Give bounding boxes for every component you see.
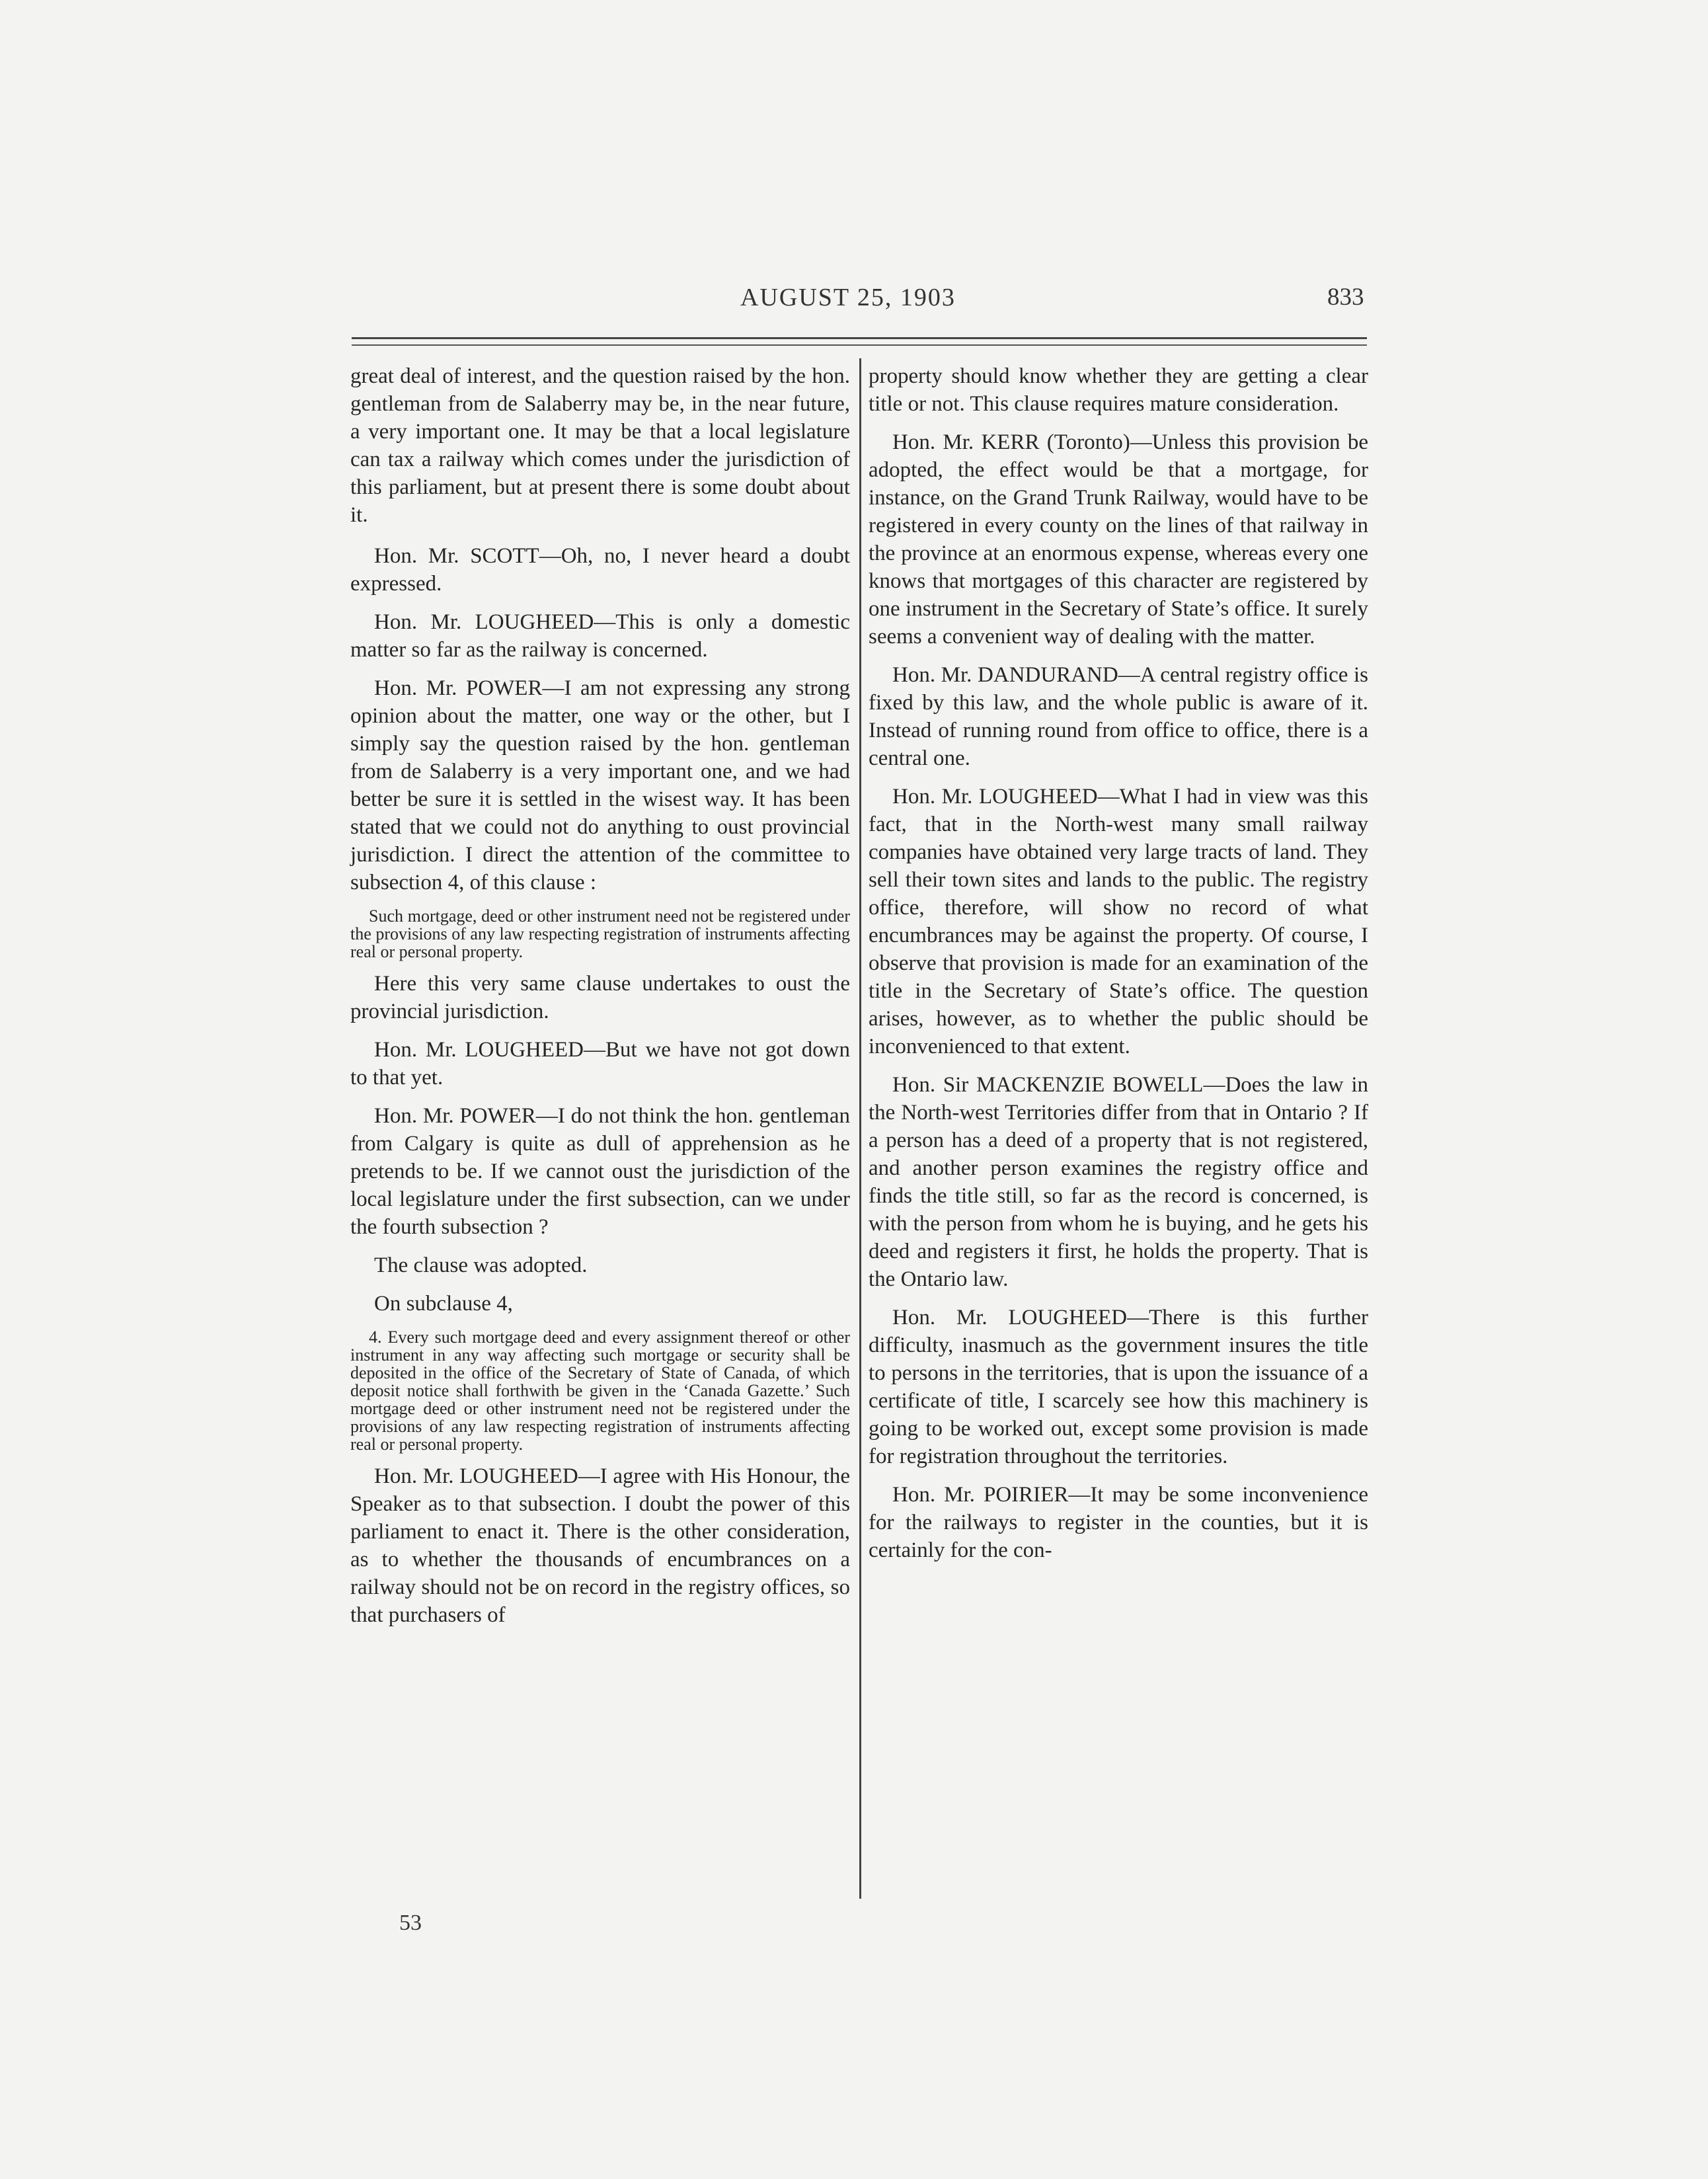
column-divider — [859, 358, 861, 1899]
paragraph: Hon. Mr. LOUGHEED—There is this further difficulty, inasmuch as the government insures the title to persons in the territories, that is upon the issuance of a certificate of title, I scarcely see how this machinery is going to be worked out, except some provision is made for registration throughout the territories. — [869, 1306, 1368, 1468]
left-column — [350, 362, 850, 1640]
right-column — [869, 362, 1368, 1575]
header-rule-top — [352, 337, 1367, 339]
paragraph: Hon. Mr. DANDURAND—A central registry office is fixed by this law, and the whole public is aware of it. Instead of running round from office to office, there is a central one. — [869, 663, 1368, 770]
paragraph: Hon. Mr. LOUGHEED—I agree with His Honour, the Speaker as to that subsection. I doubt the power of this parliament to enact it. There is the other consideration, as to whether the thousands of encumbrances on a railway should not be on record in the registry offices, so that purchasers of — [350, 1464, 850, 1627]
quoted-clause: Such mortgage, deed or other instrument need not be registered under the provisions of any law respecting registration of instruments affecting real or personal property. — [350, 906, 850, 961]
paragraph: Hon. Mr. SCOTT—Oh, no, I never heard a doubt expressed. — [350, 544, 850, 596]
paragraph: Hon. Mr. POWER—I am not expressing any strong opinion about the matter, one way or the other, but I simply say the question raised by the hon. gentleman from de Salaberry is a very important one, and we had better be sure it is settled in the wisest way. It has been stated that we could not do anything to oust provincial jurisdiction. I direct the attention of the committee to subsection 4, of this clause : — [350, 676, 850, 894]
paragraph: great deal of interest, and the question raised by the hon. gentleman from de Salaberry may be, in the near future, a very important one. It may be that a local legislature can tax a railway which comes under the jurisdiction of this parliament, but at present there is some doubt about it. — [350, 364, 850, 527]
header-rule-bottom — [352, 344, 1367, 346]
paragraph: Hon. Sir MACKENZIE BOWELL—Does the law in the North-west Territories differ from that in Ontario ? If a person has a deed of a property that is not registered, and another person examines the registry office and finds the title still, so far as the record is concerned, is with the person from whom he is buying, and he gets his deed and registers it first, he holds the property. That is the Ontario law. — [869, 1073, 1368, 1291]
paragraph: Hon. Mr. LOUGHEED—This is only a domestic matter so far as the railway is concerned. — [350, 610, 850, 662]
paragraph: property should know whether they are getting a clear title or not. This clause requires mature consideration. — [869, 364, 1368, 416]
paragraph: Hon. Mr. LOUGHEED—What I had in view was this fact, that in the North-west many small railway companies have obtained very large tracts of land. They sell their town sites and lands to the public. The registry office, therefore, will show no record of what encumbrances may be against the property. Of course, I observe that provision is made for an examination of the title in the Secretary of State’s office. The question arises, however, as to whether the public should be inconvenienced to that extent. — [869, 785, 1368, 1058]
paragraph: Hon. Mr. POIRIER—It may be some inconvenience for the railways to register in the counties, but it is certainly for the con- — [869, 1483, 1368, 1562]
paragraph: Hon. Mr. POWER—I do not think the hon. gentleman from Calgary is quite as dull of apprehension as he pretends to be. If we cannot oust the jurisdiction of the local legislature under the first subsection, can we under the fourth subsection ? — [350, 1104, 850, 1239]
paragraph: Hon. Mr. LOUGHEED—But we have not got down to that yet. — [350, 1038, 850, 1090]
paragraph: On subclause 4, — [374, 1292, 513, 1316]
paragraph: Here this very same clause undertakes to oust the provincial jurisdiction. — [350, 972, 850, 1023]
running-header-date: AUGUST 25, 1903 — [740, 284, 956, 311]
paragraph: Hon. Mr. KERR (Toronto)—Unless this provision be adopted, the effect would be that a mortgage, for instance, on the Grand Trunk Railway, would have to be registered in every county on the lines of that railway in the province at an enormous expense, whereas every one knows that mortgages of this character are registered by one instrument in the Secretary of State’s office. It surely seems a convenient way of dealing with the matter. — [869, 430, 1368, 649]
paragraph: The clause was adopted. — [374, 1253, 588, 1277]
page-number: 833 — [1327, 284, 1364, 311]
quoted-clause: 4. Every such mortgage deed and every assignment thereof or other instrument in any way affecting such mortgage or security shall be deposited in the office of the Secretary of State of Canada, of which deposit notice shall forthwith be given in the ‘Canada Gazette.’ Such mortgage deed or other instrument need not be registered under the provisions of any law respecting registration of instruments affecting real or personal property. — [350, 1327, 850, 1454]
signature-mark: 53 — [399, 1911, 422, 1935]
